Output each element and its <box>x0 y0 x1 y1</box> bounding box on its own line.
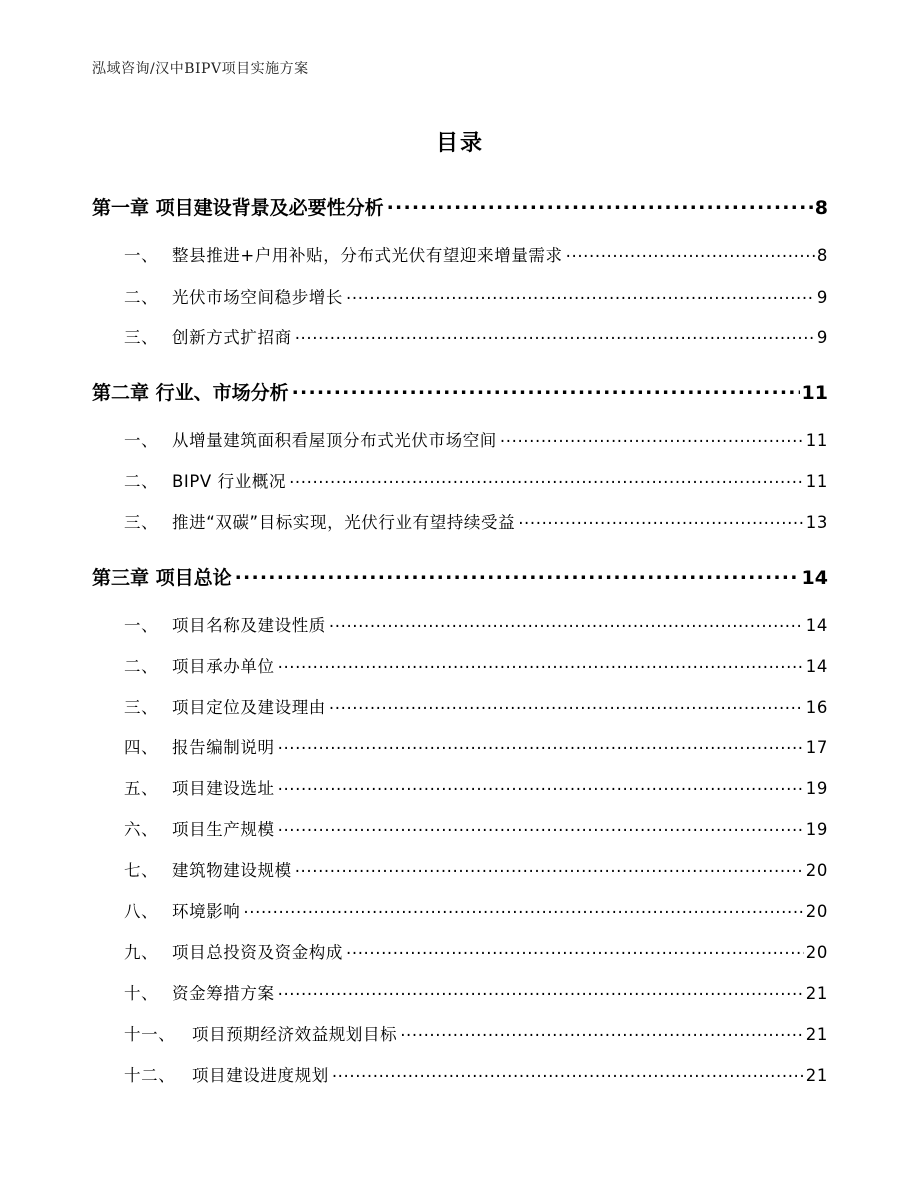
toc-entry-label: 项目总投资及资金构成 <box>172 943 343 963</box>
toc-section-3-5[interactable] <box>124 773 828 799</box>
toc-section-3-2[interactable] <box>124 651 828 677</box>
toc-entry-label: 报告编制说明 <box>172 738 275 758</box>
toc-section-number: 二、 <box>124 472 159 492</box>
dot-leader <box>515 507 804 528</box>
toc-entry-label: 项目名称及建设性质 <box>172 616 326 636</box>
toc-page-number: 13 <box>805 513 828 533</box>
toc-page-number: 14 <box>801 566 828 589</box>
toc-section-number: 九、 <box>124 943 159 963</box>
toc-section-number: 二、 <box>124 288 159 308</box>
toc-section-number: 十、 <box>124 984 159 1004</box>
toc-entry-label: 项目预期经济效益规划目标 <box>192 1025 398 1045</box>
toc-section-number: 一、 <box>124 431 159 451</box>
dot-leader <box>292 322 815 343</box>
dot-leader <box>275 651 804 672</box>
toc-section-3-9[interactable] <box>124 937 828 963</box>
toc-entry-label: 项目生产规模 <box>172 820 275 840</box>
dot-leader <box>326 610 804 631</box>
toc-section-number: 八、 <box>124 902 159 922</box>
toc-section-number: 三、 <box>124 513 159 533</box>
toc-entry-label: 项目建设选址 <box>172 779 275 799</box>
toc-section-1-2[interactable] <box>124 282 828 308</box>
running-header: 泓域咨询/汉中BIPV项目实施方案 <box>92 61 309 77</box>
toc-section-3-4[interactable] <box>124 732 828 758</box>
toc-page-number: 19 <box>805 820 828 840</box>
toc-section-3-1[interactable] <box>124 610 828 636</box>
toc-section-number: 三、 <box>124 328 159 348</box>
toc-chapter-2[interactable] <box>92 374 828 405</box>
dot-leader <box>292 855 804 876</box>
toc-entry-label: 光伏市场空间稳步增长 <box>172 288 343 308</box>
toc-entry-label: 第三章 项目总论 <box>92 566 232 589</box>
toc-page-number: 16 <box>805 698 828 718</box>
dot-leader <box>289 374 800 399</box>
dot-leader <box>343 282 815 303</box>
toc-chapter-3[interactable] <box>92 559 828 590</box>
dot-leader <box>275 814 804 835</box>
dot-leader <box>497 425 804 446</box>
dot-leader <box>384 189 813 214</box>
toc-section-number: 五、 <box>124 779 159 799</box>
toc-section-2-1[interactable] <box>124 425 828 451</box>
dot-leader <box>563 240 815 261</box>
toc-title: 目录 <box>435 131 484 156</box>
toc-entry-label: 建筑物建设规模 <box>172 861 292 881</box>
toc-section-1-3[interactable] <box>124 322 828 348</box>
toc-entry-label: 项目建设进度规划 <box>192 1066 329 1086</box>
toc-section-number: 六、 <box>124 820 159 840</box>
toc-section-3-7[interactable] <box>124 855 828 881</box>
toc-page-number: 11 <box>801 381 828 404</box>
toc-section-3-12[interactable] <box>124 1060 828 1086</box>
toc-page-number: 19 <box>805 779 828 799</box>
toc-entry-label: 第二章 行业、市场分析 <box>92 381 289 404</box>
toc-page-number: 11 <box>805 431 828 451</box>
dot-leader <box>275 978 804 999</box>
dot-leader <box>343 937 804 958</box>
toc-page-number: 20 <box>805 861 828 881</box>
dot-leader <box>240 896 803 917</box>
toc-section-3-3[interactable] <box>124 692 828 718</box>
dot-leader <box>397 1019 804 1040</box>
toc-section-3-10[interactable] <box>124 978 828 1004</box>
toc-entry-label: 推进“双碳”目标实现，光伏行业有望持续受益 <box>172 513 516 533</box>
toc-section-number: 一、 <box>124 246 159 266</box>
toc-section-number: 三、 <box>124 698 159 718</box>
dot-leader <box>329 1060 804 1081</box>
toc-section-number: 一、 <box>124 616 159 636</box>
toc-page-number: 8 <box>814 196 828 219</box>
toc-entry-label: 第一章 项目建设背景及必要性分析 <box>92 196 384 219</box>
toc-entry-label: 环境影响 <box>172 902 241 922</box>
toc-entry-label: 从增量建筑面积看屋顶分布式光伏市场空间 <box>172 431 497 451</box>
toc-entry-label: 创新方式扩招商 <box>172 328 292 348</box>
toc-page-number: 9 <box>816 328 828 348</box>
dot-leader <box>232 559 800 584</box>
toc-section-number: 四、 <box>124 738 159 758</box>
toc-page-number: 20 <box>805 902 828 922</box>
toc-section-3-8[interactable] <box>124 896 828 922</box>
toc-page-number: 14 <box>805 657 828 677</box>
toc-section-1-1[interactable] <box>124 240 828 266</box>
toc-section-number: 七、 <box>124 861 159 881</box>
toc-page-number: 21 <box>805 1066 828 1086</box>
toc-page-number: 14 <box>805 616 828 636</box>
toc-entry-label: 项目承办单位 <box>172 657 275 677</box>
toc-page-number: 11 <box>805 472 828 492</box>
toc-section-3-6[interactable] <box>124 814 828 840</box>
toc-page-number: 21 <box>805 1025 828 1045</box>
toc-page-number: 8 <box>816 246 828 266</box>
dot-leader <box>286 466 804 487</box>
toc-section-number: 十二、 <box>124 1066 176 1086</box>
toc-chapter-1[interactable] <box>92 189 828 220</box>
toc-section-3-11[interactable] <box>124 1019 828 1045</box>
toc-entry-label: 资金筹措方案 <box>172 984 275 1004</box>
toc-entry-label: 整县推进+户用补贴，分布式光伏有望迎来增量需求 <box>172 246 563 266</box>
dot-leader <box>326 692 804 713</box>
toc-entry-label: BIPV 行业概况 <box>172 472 287 492</box>
toc-entry-label: 项目定位及建设理由 <box>172 698 326 718</box>
toc-section-number: 十一、 <box>124 1025 176 1045</box>
toc-section-2-3[interactable] <box>124 507 828 533</box>
toc-section-2-2[interactable] <box>124 466 828 492</box>
toc-page-number: 17 <box>805 738 828 758</box>
toc-page-number: 21 <box>805 984 828 1004</box>
toc-page-number: 9 <box>816 288 828 308</box>
dot-leader <box>275 732 804 753</box>
toc-section-number: 二、 <box>124 657 159 677</box>
dot-leader <box>275 773 804 794</box>
toc-page-number: 20 <box>805 943 828 963</box>
